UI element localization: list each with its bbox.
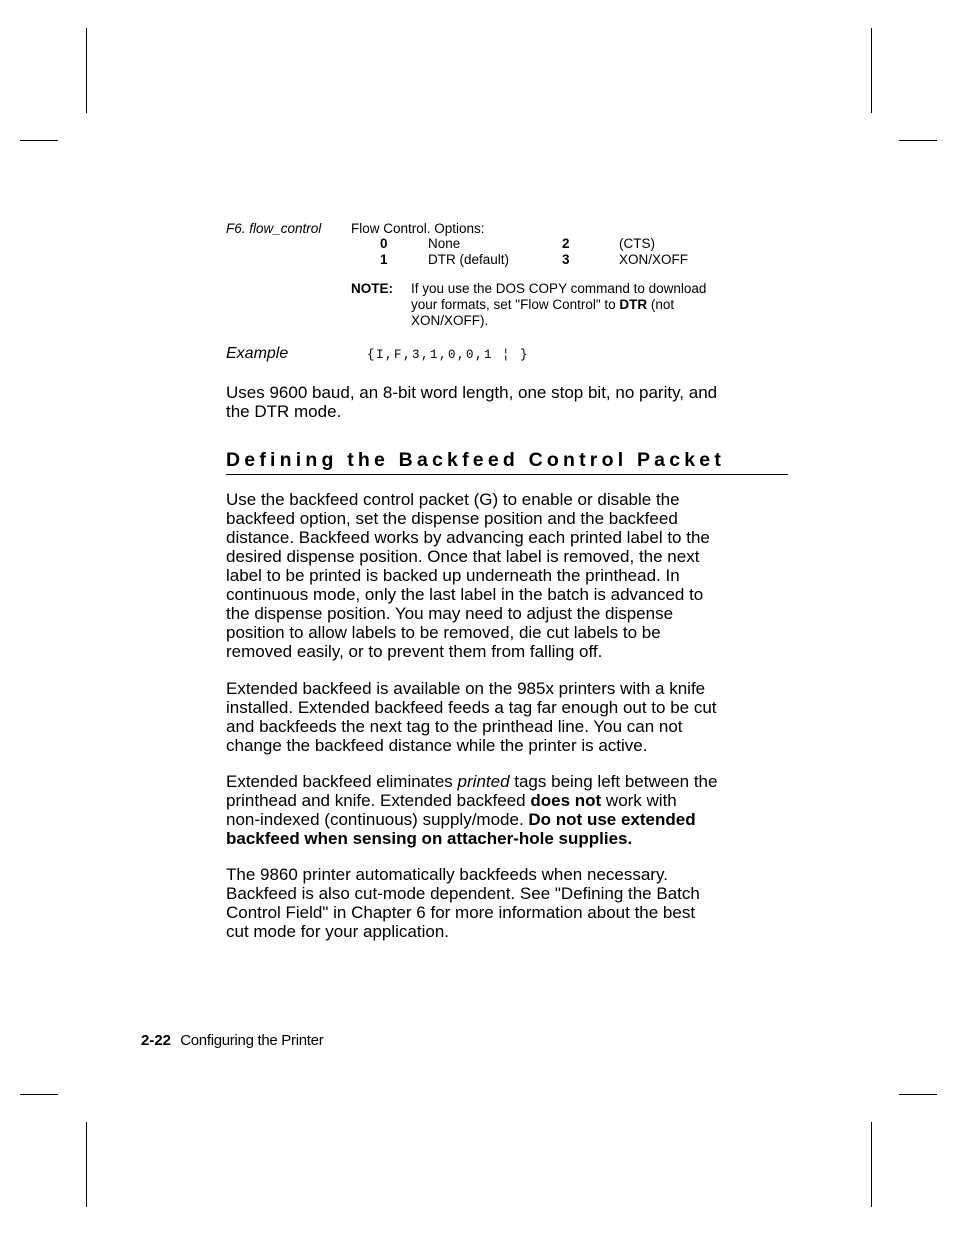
param-description: Flow Control. Options: — [351, 221, 485, 236]
option-code: 2 — [562, 236, 570, 251]
page-number: 2-22 — [141, 1032, 172, 1049]
example-label: Example — [226, 345, 289, 362]
option-code: 1 — [380, 252, 388, 267]
crop-mark — [20, 140, 58, 141]
paragraph: Extended backfeed is available on the 985x printers with a knife installed. Extended backfeed feeds a tag far enough out to be cut and backfeeds the next tag to the printhead line. You can not change the backfeed distance while the printer is active. — [226, 679, 717, 755]
paragraph: Extended backfeed eliminates printed tags being left between the printhead and knife. Extended backfeed does not work with non-indexed (continuous) supply/mode. Do not use extended backfeed when sensing on attacher-hole supplies. — [226, 772, 718, 848]
paragraph: The 9860 printer automatically backfeeds when necessary. Backfeed is also cut-mode dependent. See "Defining the Batch Control Field" in Chapter 6 for more information about the best cut mode for your application. — [226, 865, 700, 941]
note-line: your formats, set "Flow Control" to DTR (not — [411, 297, 675, 312]
example-code: {I,F,3,1,0,0,1 ¦ } — [367, 348, 530, 362]
option-label: DTR (default) — [428, 252, 510, 267]
option-label: (CTS) — [619, 236, 655, 251]
crop-mark — [899, 140, 937, 141]
crop-mark — [20, 1094, 58, 1095]
page-footer — [141, 1031, 323, 1051]
crop-mark — [871, 28, 872, 113]
section-heading: Defining the Backfeed Control Packet — [226, 448, 788, 475]
example-description: Uses 9600 baud, an 8-bit word length, one stop bit, no parity, and the DTR mode. — [226, 383, 718, 421]
crop-mark — [871, 1122, 872, 1207]
crop-mark — [899, 1094, 937, 1095]
option-code: 3 — [562, 252, 570, 267]
option-label: XON/XOFF — [619, 252, 689, 267]
paragraph: Use the backfeed control packet (G) to enable or disable the backfeed option, set the dispense position and the backfeed distance. Backfeed works by advancing each printed label to the desired dispense position. Once that label is removed, the next label to be printed is backed up underneath the printhead. In continuous mode, only the last label in the batch is advanced to the dispense position. You may need to adjust the dispense position to allow labels to be removed, die cut labels to be removed easily, or to prevent them from falling off. — [226, 490, 710, 661]
param-name: F6. flow_control — [226, 221, 322, 236]
option-label: None — [428, 236, 461, 251]
crop-mark — [86, 1122, 87, 1207]
note-label: NOTE: — [351, 281, 393, 296]
crop-mark — [86, 28, 87, 113]
option-code: 0 — [380, 236, 388, 251]
footer-title: Configuring the Printer — [180, 1032, 324, 1049]
note-line: XON/XOFF). — [411, 313, 489, 328]
note-line: If you use the DOS COPY command to download — [411, 281, 707, 296]
